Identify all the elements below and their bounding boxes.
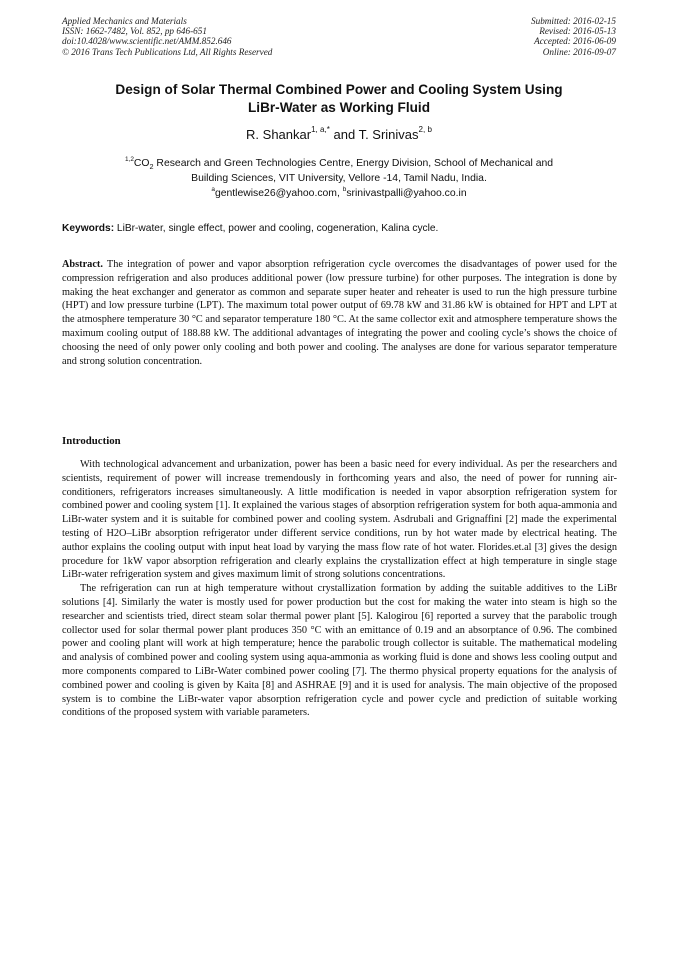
journal-header-right [531,16,616,57]
journal-name: Applied Mechanics and Materials [62,16,187,26]
keywords [62,222,617,236]
author-list [40,126,638,143]
affiliation-line-1 [40,156,638,171]
submitted-date: Submitted: 2016-02-15 [531,16,616,26]
email-a-marker: a [211,185,215,193]
keywords-text: LiBr-water, single effect, power and cooling, cogeneration, Kalina cycle. [114,223,439,234]
affiliation-line-2: Building Sciences, VIT University, Vellore -14, Tamil Nadu, India. [191,173,487,184]
intro-paragraph-2: The refrigeration can run at high temperature without crystallization formation by adding the suitable additives to the LiBr solutions [4]. Similarly the water is mostly used for power production but the cost for making the water into steam is high so the researcher and scientists tried, direct steam solar thermal power plant [5]. Kalogirou [6] reported a survey that the parabolic trough collector used for solar thermal power plant produces 350 °C with an emittance of 0.19 and an absorptance of 0.96. The combined power and cooling plant will work at high temperature; hence the parabolic trough collector is suitable. The mathematical modeling and analysis of combined power and cooling system using aqua-ammonia as working fluid is done and shows less cooling output and more components compared to LiBr-Water combined power cooling [7]. The thermo physical property equations for the analysis of combined power and cooling is given by Kaita [8] and ASHRAE [9] and it is used for analysis. The main objective of the proposed system is to combine the LiBr-water vapor absorption refrigeration cycle and power cycle and prediction of suitable working conditions of the proposed system with variable parameters. [62,583,617,719]
revised-date: Revised: 2016-05-13 [539,26,616,37]
journal-header-left [62,16,272,57]
affil-line-1-text: Research and Green Technologies Centre, Energy Division, School of Mechanical and [153,158,554,169]
email-b-marker: b [342,185,347,193]
keywords-label: Keywords: [62,223,115,234]
introduction-body [62,458,617,720]
abstract-text: The integration of power and vapor absorption refrigeration cycle overcomes the disadvantages of power used for the compression refrigeration and also produces additional power (low pressure turbine) for other purposes. The integration is done by making the heat exchanger and generator as common and separate super heater and reheater is used to run the high pressure turbine (HPT) and low pressure turbine (LPT). The maximum total power output of 69.78 kW and 31.86 kW is obtained for HPT and LPT at the atmosphere temperature 30 °C and separator temperature 180 °C. At the same collector exit and atmosphere temperature shows the maximum cooling output of 188.88 kW. The additional advantages of integrating the power and cooling cycle’s shows the choice of choosing the need of only power only cooling and both power and cooling. The analyses are done for various separator temperature and strong solution concentration. [62,259,617,367]
doi: doi:10.4028/www.scientific.net/AMM.852.646 [62,36,232,47]
email-a: gentlewise26@yahoo.com, [214,188,343,199]
author-2-affil: 2, b [418,125,432,135]
affil-co: CO [133,158,150,169]
emails [40,186,638,201]
email-b: srinivastpalli@yahoo.co.in [346,188,467,199]
title-line-2: LiBr-Water as Working Fluid [247,100,430,115]
paper-title [40,81,638,117]
affil-marker: 1,2 [124,155,134,163]
affil-co-sub: 2 [149,162,154,172]
intro-paragraph-1: With technological advancement and urbanization, power has been a basic need for every individual. As per the researchers and scientists, requirement of power will increase tremendously in forthcoming years and also, the need of power for running air-conditioners, refrigerators increases simultaneously. A little modification is needed in vapor absorption refrigeration system for combined power and cooling system [1]. It explained the various stages of absorption refrigeration system for both aqua-ammonia and LiBr-water system and it is suitable for combined power and cooling system. Asdrubali and Grignaffini [2] made the experimental testing of H2O–LiBr absorption refrigerator under different service conditions, run by hot water made by electrical heating. The author explains the cooling output with input heat load by varying the mass flow rate of hot water. Floride​s.et.al [3] gives the design procedure for 1kW vapor absorption refrigeration and clearly explains the crystallization effect at high temperature in single stage LiBr-water refrigeration system and gives maximum limit of strong solutions concentrations. [62,459,617,581]
copyright: © 2016 Trans Tech Publications Ltd, All Rights Reserved [62,46,273,57]
author-1-affil: 1, a,* [311,125,330,135]
online-date: Online: 2016-09-07 [542,46,616,57]
section-heading-introduction: Introduction [62,435,121,447]
author-separator: and [329,127,359,142]
affiliation [40,156,638,201]
title-line-1: Design of Solar Thermal Combined Power and Cooling System Using [115,82,563,97]
author-1: R. Shankar [246,127,312,142]
accepted-date: Accepted: 2016-06-09 [534,36,616,47]
abstract [62,258,617,368]
author-2: T. Srinivas [358,127,419,142]
abstract-label: Abstract. [62,259,103,270]
issn: ISSN: 1662-7482, Vol. 852, pp 646-651 [62,26,207,37]
